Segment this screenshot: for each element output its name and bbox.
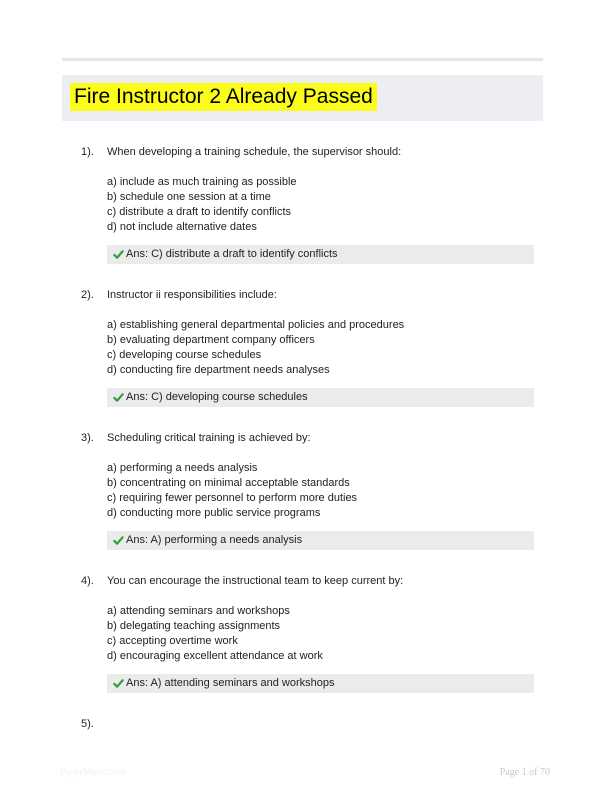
option-a: a) establishing general departmental policies and procedures	[107, 319, 405, 331]
option-c: c) developing course schedules	[107, 349, 262, 361]
option-d: d) conducting fire department needs analyses	[107, 364, 330, 376]
question-text: Instructor ii responsibilities include:	[107, 289, 277, 301]
option-d: d) encouraging excellent attendance at work	[107, 650, 323, 662]
answer-text: Ans: A) performing a needs analysis	[126, 534, 303, 546]
answer-text: Ans: C) developing course schedules	[126, 391, 308, 403]
answer-box	[107, 674, 534, 693]
check-icon	[113, 535, 124, 546]
question-number: 3).	[81, 432, 94, 444]
answer-text: Ans: A) attending seminars and workshops	[126, 677, 335, 689]
title-band	[62, 75, 543, 121]
top-divider	[62, 58, 543, 61]
option-b: b) delegating teaching assignments	[107, 620, 281, 632]
question-text: When developing a training schedule, the supervisor should:	[107, 146, 402, 158]
option-c: c) distribute a draft to identify conflicts	[107, 206, 292, 218]
question-number: 5).	[81, 718, 94, 730]
option-b: b) schedule one session at a time	[107, 191, 271, 203]
check-icon	[113, 249, 124, 260]
document-title: Fire Instructor 2 Already Passed	[70, 83, 377, 111]
answer-box	[107, 245, 534, 264]
question-text: You can encourage the instructional team to keep current by:	[107, 575, 404, 587]
option-d: d) not include alternative dates	[107, 221, 257, 233]
question-number: 2).	[81, 289, 94, 301]
check-icon	[113, 392, 124, 403]
option-a: a) performing a needs analysis	[107, 462, 258, 474]
option-b: b) evaluating department company officers	[107, 334, 315, 346]
option-d: d) conducting more public service programs	[107, 507, 321, 519]
option-b: b) concentrating on minimal acceptable standards	[107, 477, 350, 489]
option-c: c) accepting overtime work	[107, 635, 238, 647]
answer-box	[107, 531, 534, 550]
answer-text: Ans: C) distribute a draft to identify conflicts	[126, 248, 338, 260]
check-icon	[113, 678, 124, 689]
watermark: PaperMatic.com	[60, 767, 126, 778]
question-number: 4).	[81, 575, 94, 587]
option-a: a) attending seminars and workshops	[107, 605, 290, 617]
question-number: 1).	[81, 146, 94, 158]
option-c: c) requiring fewer personnel to perform more duties	[107, 492, 358, 504]
answer-box	[107, 388, 534, 407]
page-number: Page 1 of 70	[499, 767, 550, 778]
option-a: a) include as much training as possible	[107, 176, 297, 188]
question-text: Scheduling critical training is achieved by:	[107, 432, 311, 444]
